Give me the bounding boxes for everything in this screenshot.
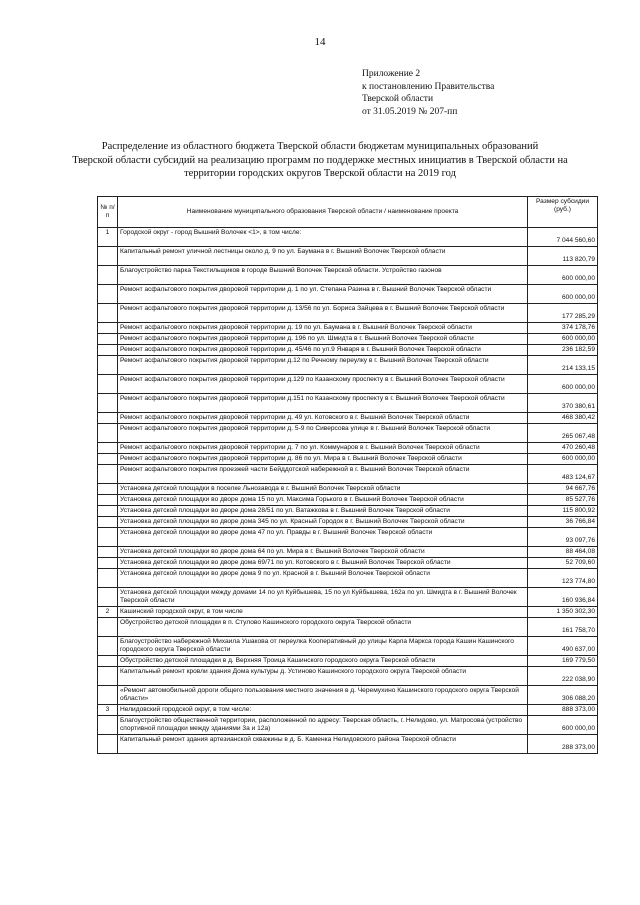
table-row [98,656,598,667]
row-amount-cell: 600 000,00 [528,285,598,304]
row-number-cell [98,716,118,735]
table-row [98,228,598,247]
subsidy-table [97,196,598,754]
row-amount-cell: 123 774,80 [528,569,598,588]
row-number-cell [98,285,118,304]
table-row [98,465,598,484]
row-amount-cell: 600 000,00 [528,375,598,394]
row-name-cell: Кашинский городской округ, в том числе [118,607,528,618]
appendix-block [362,68,494,118]
row-name-cell: Капитальный ремонт здания артезианской скважины в д. Б. Каменка Нелидовского района Тверской области [118,735,528,754]
row-number-cell [98,266,118,285]
table-row [98,285,598,304]
row-number-cell [98,735,118,754]
row-name-cell: Установка детской площадки во дворе дома 28/51 по ул. Ватажкова в г. Вышний Волочек Тверской области [118,506,528,517]
row-number-cell [98,247,118,266]
table-row [98,443,598,454]
table-row [98,375,598,394]
row-name-cell: Установка детской площадки во дворе дома 47 по ул. Правды в г. Вышний Волочек Тверской области [118,528,528,547]
row-name-cell: Ремонт асфальтового покрытия дворовой территории д. 45/46 по ул.9 Января в г. Вышний Волочек Тверской области [118,345,528,356]
row-name-cell: Ремонт асфальтового покрытия дворовой территории д. 86 по ул. Мира в г. Вышний Волочек Тверской области [118,454,528,465]
row-number-cell [98,528,118,547]
row-name-cell: Ремонт асфальтового покрытия дворовой территории д.129 по Казанскому проспекту в г. Вышний Волочек Тверской области [118,375,528,394]
row-number-cell: 2 [98,607,118,618]
row-amount-cell: 52 709,60 [528,558,598,569]
row-number-cell [98,547,118,558]
row-amount-cell: 7 044 560,60 [528,228,598,247]
row-amount-cell: 600 000,00 [528,266,598,285]
row-name-cell: Капитальный ремонт кровли здания Дома культуры д. Устиново Кашинского городского округа Тверской области [118,667,528,686]
row-amount-cell: 236 182,59 [528,345,598,356]
row-number-cell [98,413,118,424]
row-number-cell [98,686,118,705]
row-amount-cell: 374 178,76 [528,323,598,334]
table-row [98,569,598,588]
row-name-cell: Ремонт асфальтового покрытия дворовой территории д. 1 по ул. Степана Разина в г. Вышний Волочек Тверской области [118,285,528,304]
table-row [98,637,598,656]
row-amount-cell: 888 373,00 [528,705,598,716]
table-row [98,735,598,754]
row-number-cell [98,667,118,686]
row-name-cell: Установка детской площадки во дворе дома 64 по ул. Мира в г. Вышний Волочек Тверской области [118,547,528,558]
page-number: 14 [314,36,326,48]
row-number-cell [98,334,118,345]
row-amount-cell: 490 637,00 [528,637,598,656]
row-name-cell: Благоустройство набережной Михаила Ушакова от переулка Кооперативный до улицы Карла Маркса города Кашин Кашинского городского округа Тверской области [118,637,528,656]
table-row [98,607,598,618]
row-number-cell [98,375,118,394]
table-row [98,716,598,735]
row-number-cell [98,558,118,569]
row-amount-cell: 93 097,76 [528,528,598,547]
row-number-cell [98,394,118,413]
title-line: Тверской области субсидий на реализацию программ по поддержке местных инициатив в Тверской области на [72,154,568,166]
row-amount-cell: 113 820,79 [528,247,598,266]
row-amount-cell: 370 380,61 [528,394,598,413]
table-row [98,323,598,334]
appendix-line: от 31.05.2019 № 207-пп [362,106,458,117]
row-amount-cell: 94 667,76 [528,484,598,495]
table-row [98,345,598,356]
row-name-cell: Установка детской площадки во дворе дома 69/71 по ул. Котовского в г. Вышний Волочек Тверской области [118,558,528,569]
header-number: № п/п [98,197,118,228]
row-amount-cell: 265 067,48 [528,424,598,443]
row-number-cell [98,569,118,588]
table-row [98,247,598,266]
table-row [98,588,598,607]
table-row [98,334,598,345]
table-row [98,484,598,495]
row-number-cell [98,517,118,528]
row-name-cell: Благоустройство парка Текстильщиков в городе Вышний Волочек Тверской области. Устройство газонов [118,266,528,285]
row-amount-cell: 1 350 302,30 [528,607,598,618]
row-amount-cell: 222 038,90 [528,667,598,686]
row-name-cell: Установка детской площадки во дворе дома 345 по ул. Красный Городок в г. Вышний Волочек Тверской области [118,517,528,528]
row-name-cell: Благоустройство общественной территории, расположенной по адресу: Тверская область, г. Нелидово, ул. Матросова (устройство спортивной площадки между зданиями 3а и 12а) [118,716,528,735]
row-number-cell [98,656,118,667]
row-name-cell: «Ремонт автомобильной дороги общего пользования местного значения в д. Черемухино Кашинского городского округа Тверской области» [118,686,528,705]
table-row [98,454,598,465]
header-amount: Размер субсидии (руб.) [528,197,598,228]
row-amount-cell: 483 124,67 [528,465,598,484]
document-title [70,140,570,181]
row-amount-cell: 177 285,29 [528,304,598,323]
row-number-cell [98,424,118,443]
row-name-cell: Ремонт асфальтового покрытия дворовой территории д. 7 по ул. Коммунаров в г. Вышний Волочек Тверской области [118,443,528,454]
table-row [98,667,598,686]
row-number-cell: 3 [98,705,118,716]
table-row [98,558,598,569]
row-name-cell: Ремонт асфальтового покрытия дворовой территории д.151 по Казанскому проспекту в г. Вышний Волочек Тверской области [118,394,528,413]
row-number-cell [98,484,118,495]
row-number-cell [98,356,118,375]
row-name-cell: Ремонт асфальтового покрытия дворовой территории д. 5-9 по Сиверсова улице в г. Вышний Волочек Тверской области [118,424,528,443]
row-name-cell: Обустройство детской площадки в п. Стулово Кашинского городского округа Тверской области [118,618,528,637]
row-amount-cell: 214 133,15 [528,356,598,375]
row-amount-cell: 468 380,42 [528,413,598,424]
table-row [98,547,598,558]
row-amount-cell: 88 464,08 [528,547,598,558]
row-amount-cell: 600 000,00 [528,716,598,735]
row-number-cell [98,465,118,484]
appendix-line: Приложение 2 [362,69,421,79]
row-amount-cell: 600 000,00 [528,454,598,465]
row-amount-cell: 600 000,00 [528,334,598,345]
row-number-cell [98,588,118,607]
row-number-cell [98,495,118,506]
table-header-row [98,197,598,228]
title-line: территории городских округов Тверской области на 2019 год [184,168,456,179]
row-name-cell: Ремонт асфальтового покрытия проезжей части Бейддотской набережной в г. Вышний Волочек Тверской области [118,465,528,484]
row-amount-cell: 306 088,20 [528,686,598,705]
row-name-cell: Обустройство детской площадки в д. Верхняя Троица Кашинского городского округа Тверской области [118,656,528,667]
row-name-cell: Ремонт асфальтового покрытия дворовой территории д. 13/56 по ул. Бориса Зайцева в г. Вышний Волочек Тверской области [118,304,528,323]
row-number-cell [98,618,118,637]
table-row [98,618,598,637]
table-row [98,424,598,443]
row-name-cell: Городской округ - город Вышний Волочек <1>, в том числе: [118,228,528,247]
table-body [98,228,598,754]
row-number-cell [98,506,118,517]
table-row [98,413,598,424]
row-number-cell [98,454,118,465]
row-amount-cell: 169 779,50 [528,656,598,667]
row-name-cell: Установка детской площадки в поселке Льнозавода в г. Вышний Волочек Тверской области [118,484,528,495]
row-amount-cell: 288 373,00 [528,735,598,754]
row-number-cell [98,304,118,323]
row-number-cell [98,345,118,356]
table-row [98,394,598,413]
row-amount-cell: 161 758,70 [528,618,598,637]
row-name-cell: Ремонт асфальтового покрытия дворовой территории д.12 по Речному переулку в г. Вышний Волочек Тверской области [118,356,528,375]
row-name-cell: Установка детской площадки во дворе дома 15 по ул. Максима Горького в г. Вышний Волочек Тверской области [118,495,528,506]
row-number-cell [98,443,118,454]
table-row [98,686,598,705]
table-row [98,266,598,285]
row-number-cell [98,323,118,334]
table-row [98,506,598,517]
row-name-cell: Ремонт асфальтового покрытия дворовой территории д. 49 ул. Котовского в г. Вышний Волочек Тверской области [118,413,528,424]
appendix-line: Тверской области [362,94,434,104]
appendix-line: к постановлению Правительства [362,81,495,92]
row-amount-cell: 36 766,84 [528,517,598,528]
table-row [98,356,598,375]
header-name: Наименование муниципального образования Тверской области / наименование проекта [118,197,528,228]
row-name-cell: Капитальный ремонт уличной лестницы около д. 9 по ул. Баумана в г. Вышний Волочек Тверской области [118,247,528,266]
row-amount-cell: 160 936,84 [528,588,598,607]
table-row [98,517,598,528]
row-name-cell: Установка детской площадки во дворе дома 9 по ул. Красной в г. Вышний Волочек Тверской области [118,569,528,588]
row-amount-cell: 115 800,92 [528,506,598,517]
row-number-cell: 1 [98,228,118,247]
table-row [98,304,598,323]
row-name-cell: Ремонт асфальтового покрытия дворовой территории д. 19 по ул. Баумана в г. Вышний Волочек Тверской области [118,323,528,334]
row-name-cell: Установка детской площадки между домами 14 по ул Куйбышева, 15 по ул Куйбышева, 162а по ул. Шмидта в г. Вышний Волочек Тверской области [118,588,528,607]
row-name-cell: Нелидовский городской округ, в том числе: [118,705,528,716]
row-amount-cell: 85 527,76 [528,495,598,506]
row-number-cell [98,637,118,656]
row-amount-cell: 470 260,48 [528,443,598,454]
title-line: Распределение из областного бюджета Тверской области бюджетам муниципальных образований [101,141,539,152]
row-name-cell: Ремонт асфальтового покрытия дворовой территории д. 196 по ул. Шмидта в г. Вышний Волочек Тверской области [118,334,528,345]
table-row [98,528,598,547]
table-row [98,495,598,506]
table-row [98,705,598,716]
